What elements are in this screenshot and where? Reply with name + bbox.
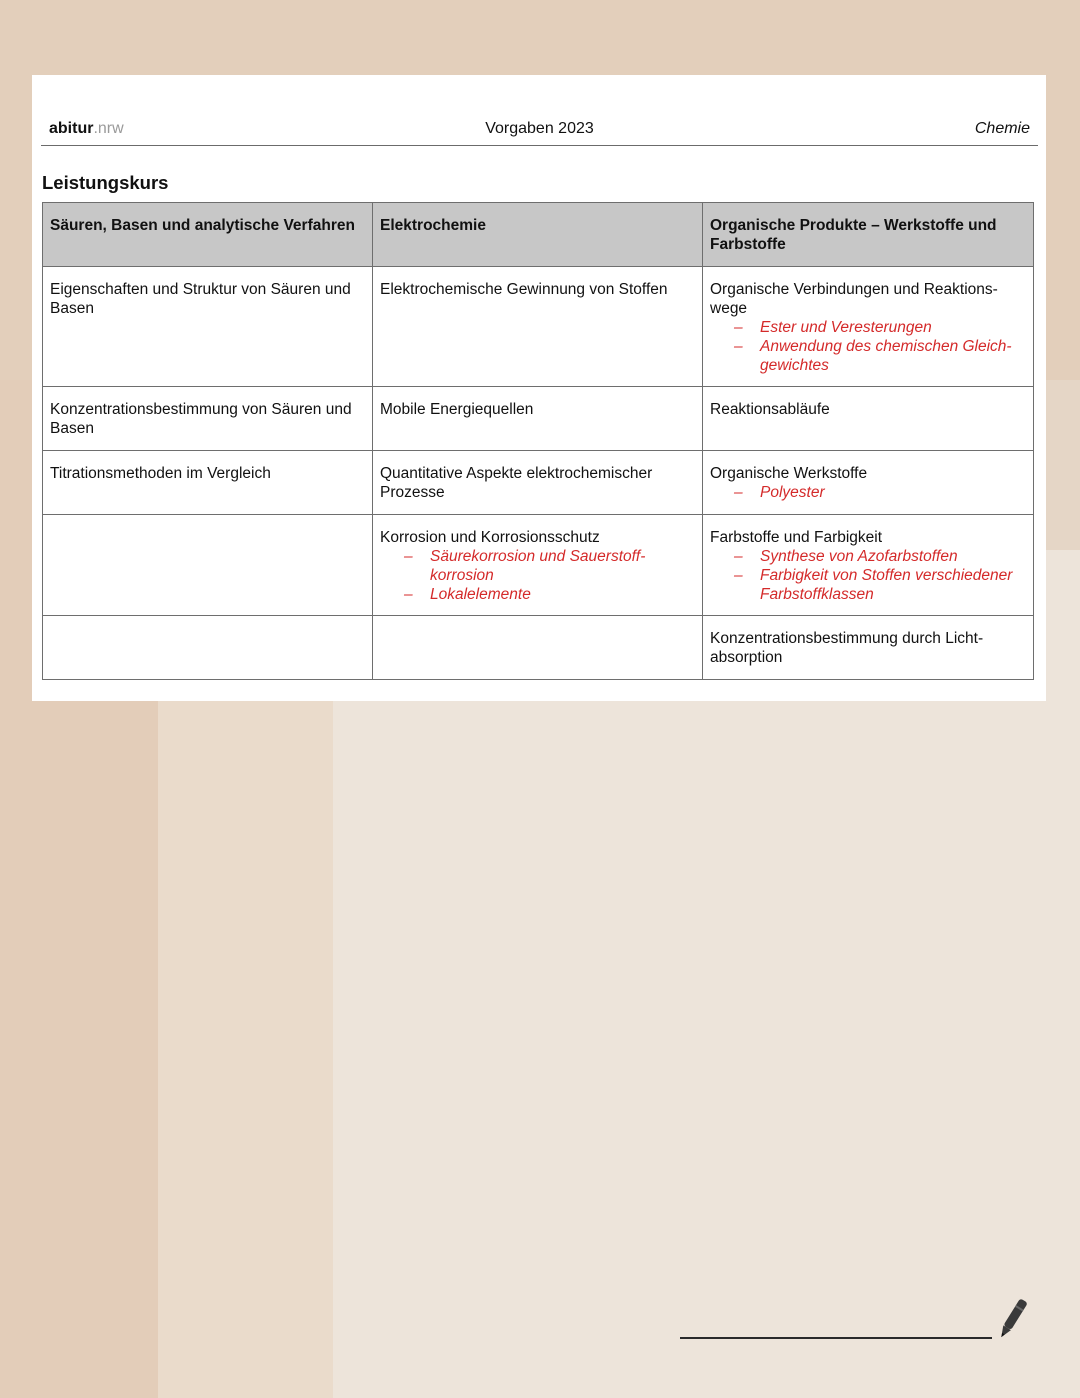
cell-text: Mobile Energiequellen xyxy=(380,401,534,418)
table-cell xyxy=(43,451,373,515)
table-header-row xyxy=(43,203,1034,267)
signature-line xyxy=(680,1337,992,1339)
background-main xyxy=(333,700,1080,1398)
sub-list xyxy=(710,483,1026,502)
cell-text: Titrationsmethoden im Vergleich xyxy=(50,465,271,482)
cell-text: Organische Verbindungen und Reaktions-wege xyxy=(710,281,998,317)
list-item: – Farbigkeit von Stoffen verschiedener Farbstoffklassen xyxy=(734,567,1013,603)
list-item: – Synthese von Azofarbstoffen xyxy=(734,548,958,565)
background-second-strip xyxy=(158,700,333,1398)
table-row xyxy=(43,267,1034,387)
table-cell xyxy=(373,387,703,451)
table-row xyxy=(43,451,1034,515)
brand-logo: abitur.nrw xyxy=(49,120,124,137)
cell-text: Konzentrationsbestimmung durch Licht-absorption xyxy=(710,630,984,666)
document-page xyxy=(32,75,1046,701)
header-subject: Chemie xyxy=(974,120,1030,137)
cell-text: Reaktionsabläufe xyxy=(710,401,830,418)
list-item: – Ester und Veresterungen xyxy=(734,319,932,336)
table-cell xyxy=(373,267,703,387)
table-cell xyxy=(373,515,703,616)
table-cell xyxy=(703,267,1034,387)
column-header: Organische Produkte – Werkstoffe und Farbstoffe xyxy=(703,203,1034,267)
table-row xyxy=(43,616,1034,680)
table-cell xyxy=(43,387,373,451)
background-right-strip xyxy=(1046,380,1080,550)
list-item: – Lokalelemente xyxy=(404,586,531,603)
column-header: Säuren, Basen und analytische Verfahren xyxy=(43,203,373,267)
table-cell xyxy=(43,267,373,387)
table-cell xyxy=(703,387,1034,451)
table-cell xyxy=(373,451,703,515)
table-cell xyxy=(703,515,1034,616)
cell-text: Konzentrationsbestimmung von Säuren und Basen xyxy=(50,401,352,437)
table-cell xyxy=(43,616,373,680)
cell-text: Quantitative Aspekte elektrochemischer Prozesse xyxy=(380,465,653,501)
cell-text: Eigenschaften und Struktur von Säuren und Basen xyxy=(50,281,351,317)
table-cell xyxy=(703,616,1034,680)
cell-text: Organische Werkstoffe xyxy=(710,465,868,482)
list-item: – Polyester xyxy=(734,484,825,501)
pen-icon[interactable] xyxy=(994,1295,1030,1343)
header-center-title: Vorgaben 2023 xyxy=(485,120,594,137)
table-row xyxy=(43,387,1034,451)
list-item: – Säurekorrosion und Sauerstoff-korrosion xyxy=(404,548,646,584)
sub-list xyxy=(710,547,1026,604)
table-cell xyxy=(373,616,703,680)
column-header: Elektrochemie xyxy=(373,203,703,267)
section-title: Leistungskurs xyxy=(42,172,169,193)
sub-list xyxy=(710,318,1026,375)
table-row xyxy=(43,515,1034,616)
list-item: – Anwendung des chemischen Gleich-gewichtes xyxy=(734,338,1012,374)
curriculum-table xyxy=(42,202,1034,680)
page-header xyxy=(41,119,1038,146)
cell-text: Korrosion und Korrosionsschutz xyxy=(380,529,600,546)
sub-list xyxy=(380,547,695,604)
table-cell xyxy=(703,451,1034,515)
cell-text: Farbstoffe und Farbigkeit xyxy=(710,529,883,546)
cell-text: Elektrochemische Gewinnung von Stoffen xyxy=(380,281,668,298)
table-cell xyxy=(43,515,373,616)
